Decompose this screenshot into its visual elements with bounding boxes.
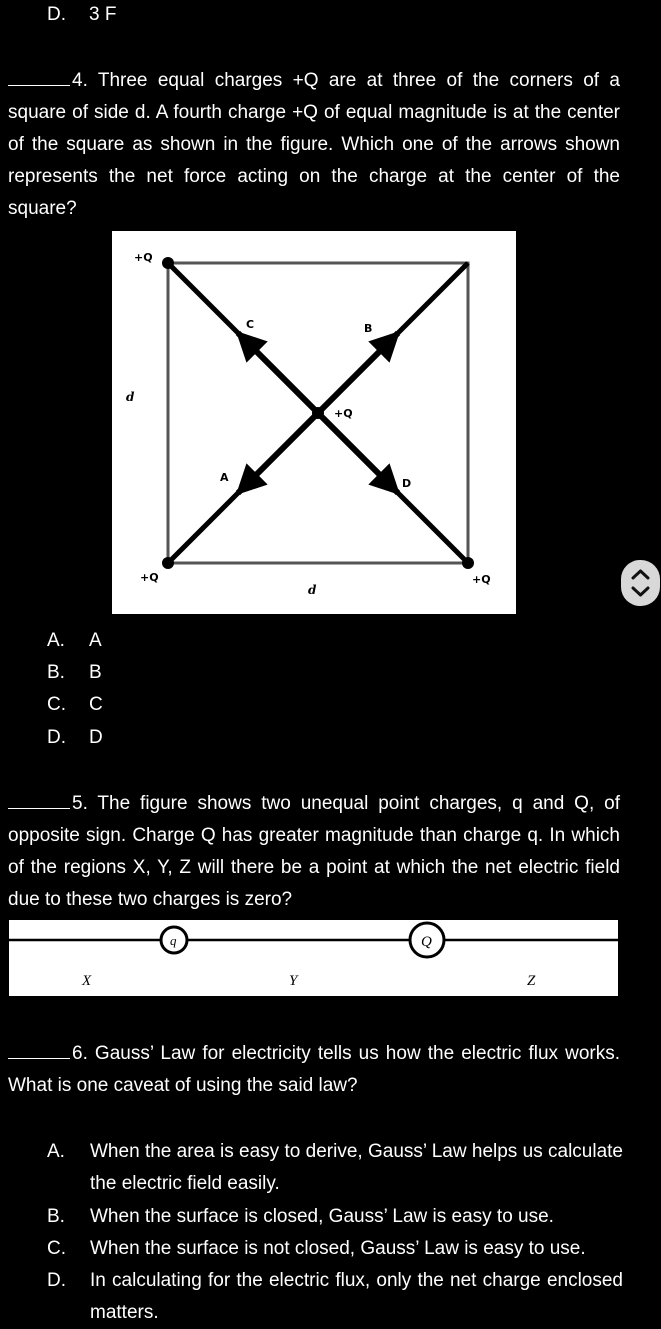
arrow-c: [238, 333, 318, 413]
prev-option-d[interactable]: [47, 4, 116, 26]
q6-option-a[interactable]: A. When the area is easy to derive, Gauss’ Law helps us calculate the electric field easily.: [47, 1141, 623, 1194]
label-bottom-right: +Q: [472, 573, 491, 586]
label-side-left: d: [126, 390, 135, 404]
label-top-left: +Q: [134, 251, 153, 264]
question-5-text: 5. The figure shows two unequal point charges, q and Q, of opposite sign. Charge Q has greater magnitude than charge q. In which of the regions X, Y, Z will there be a point at which the net electric field due to these two charges is zero?: [8, 788, 620, 916]
label-Q: Q: [421, 934, 432, 950]
label-bottom-left: +Q: [140, 571, 159, 584]
chevron-down-icon[interactable]: [627, 583, 654, 602]
label-region-z: Z: [527, 973, 536, 989]
label-arrow-d: D: [402, 477, 412, 490]
label-arrow-a: A: [220, 471, 229, 484]
arrow-a: [238, 413, 318, 493]
label-side-bottom: d: [308, 583, 317, 597]
charge-center: [312, 407, 324, 419]
answer-blank-4[interactable]: [8, 67, 70, 86]
label-center: +Q: [334, 407, 353, 420]
q6-option-d[interactable]: D. In calculating for the electric flux, only the net charge enclosed matters.: [47, 1270, 623, 1323]
question-4-text: 4. Three equal charges +Q are at three of the corners of a square of side d. A fourth charge +Q of equal magnitude is at the center of the square as shown in the figure. Which one of the arrows shown represents the net force acting on the charge at the center of the square?: [8, 65, 620, 225]
chevron-up-icon[interactable]: [627, 564, 654, 583]
label-region-x: X: [82, 973, 92, 989]
option-text: 3 F: [89, 4, 117, 25]
charge-bottom-right: [462, 557, 474, 569]
q4-option-b[interactable]: B. B: [47, 662, 102, 683]
arrow-d: [318, 413, 398, 493]
label-arrow-b: B: [364, 322, 373, 335]
q4-option-c[interactable]: C. C: [47, 694, 103, 715]
two-charges-figure: [9, 920, 618, 996]
answer-blank-6[interactable]: [8, 1040, 70, 1059]
question-6-text: 6. Gauss’ Law for electricity tells us how the electric flux works. What is one caveat of using the said law?: [8, 1038, 620, 1102]
option-letter: D.: [47, 4, 66, 25]
label-arrow-c: C: [246, 318, 255, 331]
charge-bottom-left: [162, 557, 174, 569]
q4-option-a[interactable]: A. A: [47, 630, 102, 651]
label-region-y: Y: [289, 973, 298, 989]
answer-blank-5[interactable]: [8, 790, 70, 809]
q4-option-d[interactable]: D. D: [47, 727, 103, 748]
q6-option-c[interactable]: C. When the surface is not closed, Gauss’ Law is easy to use.: [47, 1238, 586, 1259]
arrow-b: [318, 333, 398, 413]
square-charges-figure: [112, 231, 516, 614]
label-q: q: [170, 933, 177, 948]
scroll-nav-control: [621, 560, 660, 606]
q6-option-b[interactable]: B. When the surface is closed, Gauss’ Law is easy to use.: [47, 1206, 554, 1227]
charge-top-left: [162, 257, 174, 269]
